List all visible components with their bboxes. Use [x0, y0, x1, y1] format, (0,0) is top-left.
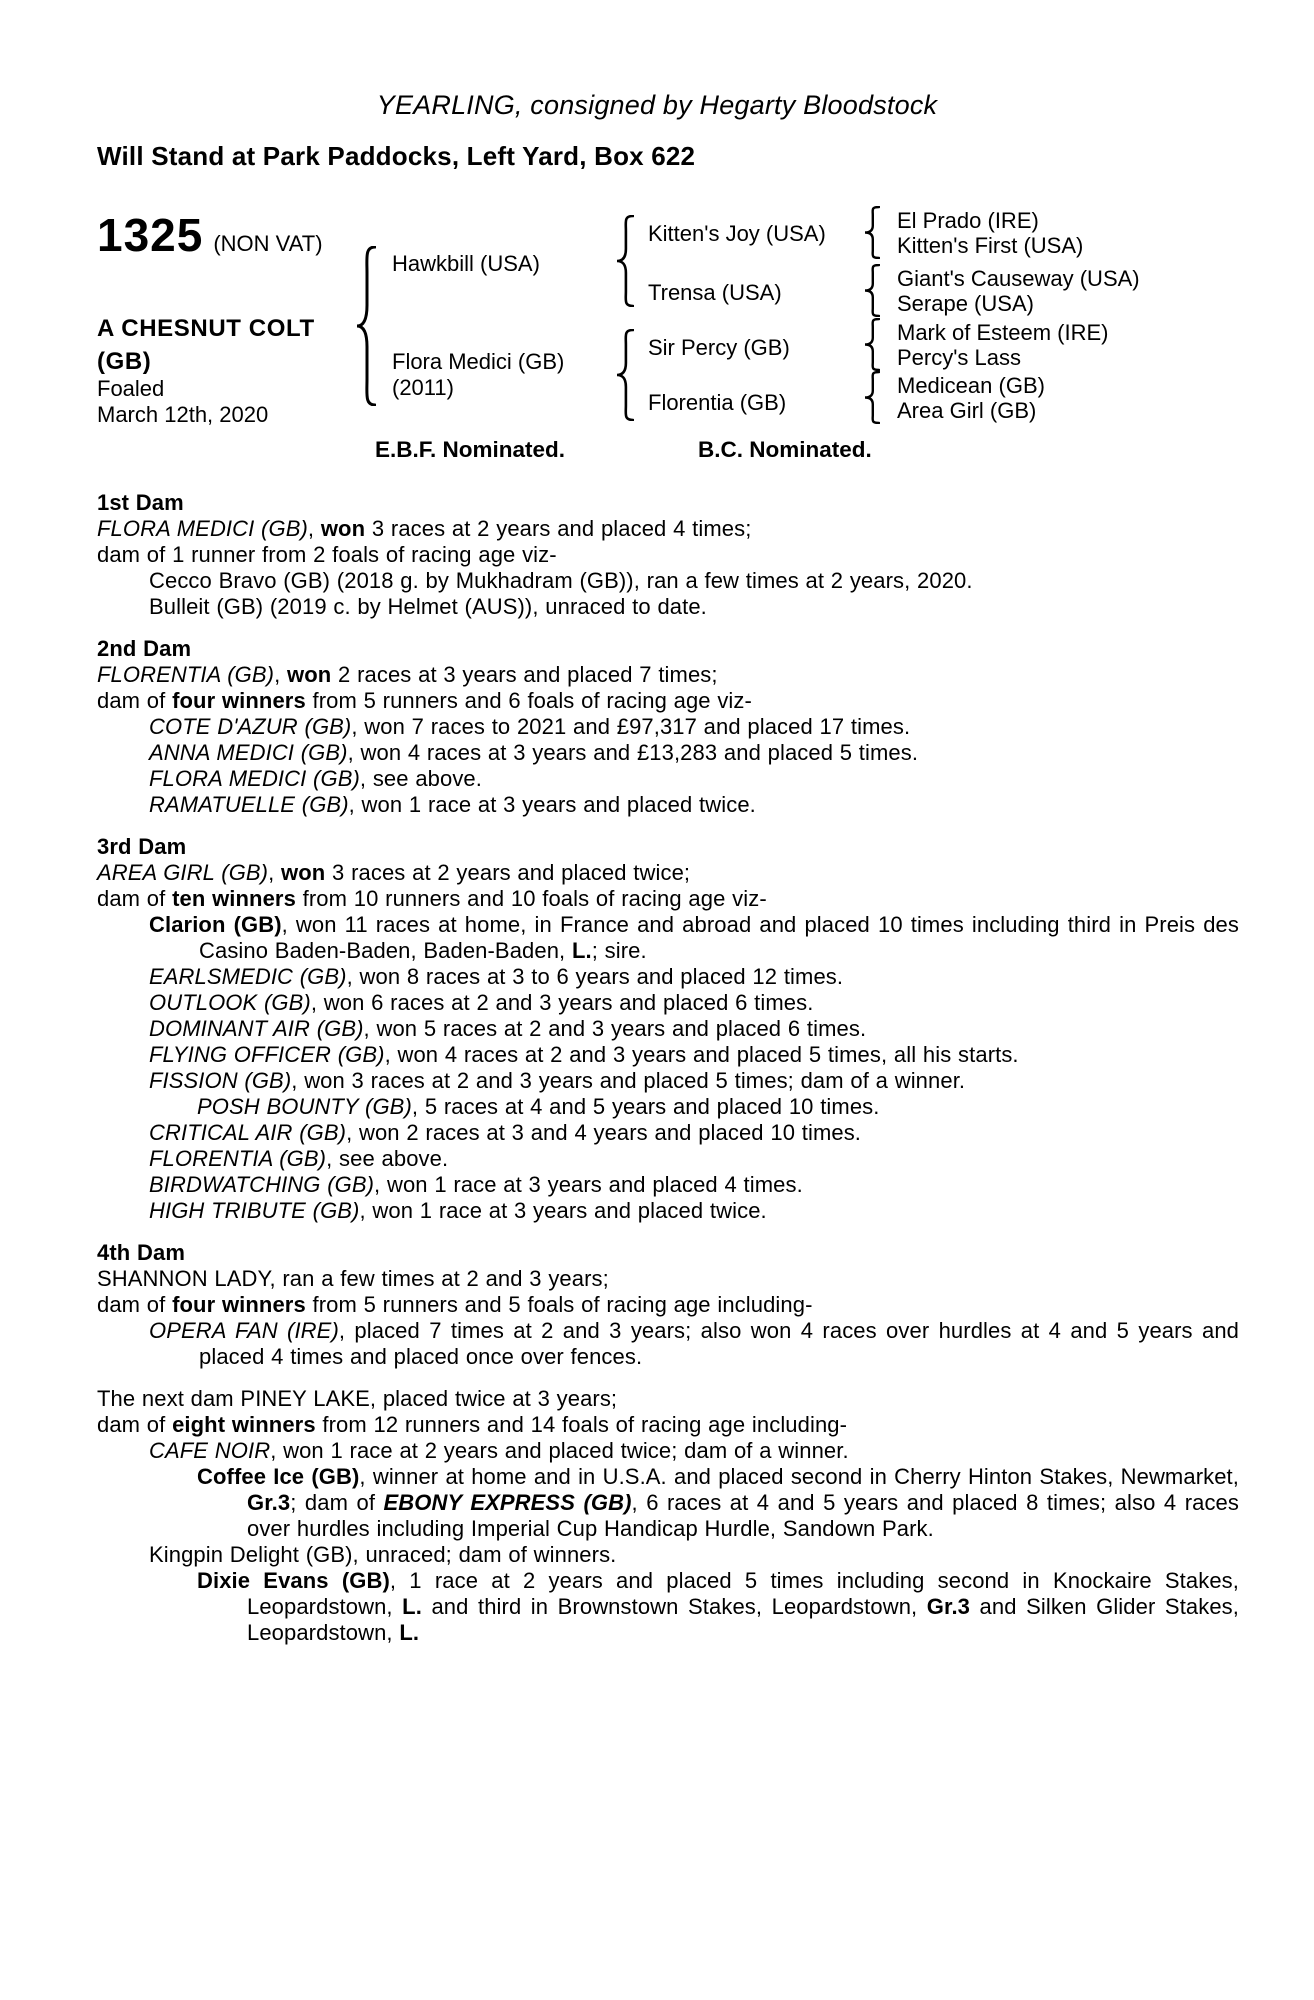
horse-name-line2: (GB)	[97, 348, 152, 375]
dam-section	[97, 834, 1239, 1224]
section-heading: 3rd Dam	[97, 834, 187, 859]
pedigree-line: AREA GIRL (GB), won 3 races at 2 years and placed twice;	[97, 860, 691, 885]
pedigree-line: FLORENTIA (GB), won 2 races at 3 years and placed 7 times;	[97, 662, 718, 687]
pedigree-line: HIGH TRIBUTE (GB), won 1 race at 3 years and placed twice.	[149, 1198, 767, 1223]
pedigree-line: Clarion (GB), won 11 races at home, in France and abroad and placed 10 times including third in Preis des Casino Baden-Baden, Baden-Baden, L.; sire.	[149, 912, 1239, 963]
pedigree-line: DOMINANT AIR (GB), won 5 races at 2 and 3 years and placed 6 times.	[149, 1016, 867, 1041]
pedigree-line: dam of four winners from 5 runners and 5 foals of racing age including-	[97, 1292, 813, 1317]
pedigree-line: FLORA MEDICI (GB), won 3 races at 2 years and placed 4 times;	[97, 516, 752, 541]
pedigree-line: Bulleit (GB) (2019 c. by Helmet (AUS)), unraced to date.	[149, 594, 707, 619]
catalogue-title: YEARLING, consigned by Hegarty Bloodstock	[376, 90, 938, 120]
lot-header	[97, 208, 323, 262]
pedigree-line: FISSION (GB), won 3 races at 2 and 3 years and placed 5 times; dam of a winner.	[149, 1068, 966, 1093]
bc-nominated-label: B.C. Nominated.	[698, 437, 872, 462]
dam-foaling-year: (2011)	[392, 375, 454, 400]
foaled-date: March 12th, 2020	[97, 402, 269, 427]
pedigree-line: BIRDWATCHING (GB), won 1 race at 3 years and placed 4 times.	[149, 1172, 803, 1197]
vat-status: (NON VAT)	[213, 231, 323, 256]
horse-name-line1: A CHESNUT COLT	[97, 315, 315, 342]
section-heading: 1st Dam	[97, 490, 184, 515]
pedigree-line: FLORENTIA (GB), see above.	[149, 1146, 449, 1171]
dam-section	[97, 1240, 1239, 1370]
pedigree-line: dam of eight winners from 12 runners and 14 foals of racing age including-	[97, 1412, 848, 1437]
pedigree-line: Kingpin Delight (GB), unraced; dam of winners.	[149, 1542, 617, 1567]
pedigree-line: FLORA MEDICI (GB), see above.	[149, 766, 482, 791]
pedigree-line: EARLSMEDIC (GB), won 8 races at 3 to 6 years and placed 12 times.	[149, 964, 844, 989]
pedigree-line: dam of four winners from 5 runners and 6 foals of racing age viz-	[97, 688, 752, 713]
pedigree-brace-gen1	[356, 246, 376, 406]
gen3-ancestor-1: El Prado (IRE)	[897, 208, 1039, 233]
dams-sire: Sir Percy (GB)	[648, 335, 790, 360]
gen3-ancestor-4: Serape (USA)	[897, 291, 1034, 316]
pedigree-brace-sire	[616, 215, 634, 307]
dams-dam: Florentia (GB)	[648, 390, 787, 415]
stand-location-line: Will Stand at Park Paddocks, Left Yard, Box 622	[97, 141, 696, 171]
gen3-ancestor-5: Mark of Esteem (IRE)	[897, 320, 1109, 345]
pedigree-line: CAFE NOIR, won 1 race at 2 years and placed twice; dam of a winner.	[149, 1438, 849, 1463]
gen3-ancestor-2: Kitten's First (USA)	[897, 233, 1084, 258]
gen3-ancestor-7: Medicean (GB)	[897, 373, 1045, 398]
pedigree-brace-gen3-2	[864, 264, 880, 317]
ebf-nominated-label: E.B.F. Nominated.	[375, 437, 566, 462]
dam-section	[97, 1386, 1239, 1646]
pedigree-line: OUTLOOK (GB), won 6 races at 2 and 3 years and placed 6 times.	[149, 990, 814, 1015]
foaled-label: Foaled	[97, 376, 165, 401]
pedigree-line: RAMATUELLE (GB), won 1 race at 3 years and placed twice.	[149, 792, 756, 817]
gen3-ancestor-6: Percy's Lass	[897, 345, 1022, 370]
pedigree-line: SHANNON LADY, ran a few times at 2 and 3 years;	[97, 1266, 609, 1291]
sires-dam: Trensa (USA)	[648, 280, 782, 305]
pedigree-line: FLYING OFFICER (GB), won 4 races at 2 and 3 years and placed 5 times, all his starts.	[149, 1042, 1019, 1067]
pedigree-line: CRITICAL AIR (GB), won 2 races at 3 and 4 years and placed 10 times.	[149, 1120, 862, 1145]
pedigree-line: Dixie Evans (GB), 1 race at 2 years and placed 5 times including second in Knockaire Stakes, Leopardstown, L. and third in Brownstown Stakes, Leopardstown, Gr.3 and Silken Glider Stakes, Leopardstown, L.	[197, 1568, 1239, 1645]
dam-name: Flora Medici (GB)	[392, 349, 565, 374]
dam-section	[97, 636, 1239, 818]
pedigree-line: COTE D'AZUR (GB), won 7 races to 2021 and £97,317 and placed 17 times.	[149, 714, 911, 739]
pedigree-line: ANNA MEDICI (GB), won 4 races at 3 years and £13,283 and placed 5 times.	[149, 740, 919, 765]
dam-section	[97, 490, 1239, 620]
pedigree-brace-gen3-4	[864, 371, 880, 424]
pedigree-line: Cecco Bravo (GB) (2018 g. by Mukhadram (GB)), ran a few times at 2 years, 2020.	[149, 568, 973, 593]
pedigree-line: dam of ten winners from 10 runners and 10 foals of racing age viz-	[97, 886, 767, 911]
pedigree-brace-gen3-1	[864, 206, 880, 259]
sires-sire: Kitten's Joy (USA)	[648, 221, 826, 246]
pedigree-line: dam of 1 runner from 2 foals of racing age viz-	[97, 542, 557, 567]
lot-number: 1325	[97, 209, 204, 261]
pedigree-brace-dam	[616, 329, 634, 421]
pedigree-line: Coffee Ice (GB), winner at home and in U.S.A. and placed second in Cherry Hinton Stakes, Newmarket, Gr.3; dam of EBONY EXPRESS (GB), 6 races at 4 and 5 years and placed 8 times; also 4 races over hurdles including Imperial Cup Handicap Hurdle, Sandown Park.	[197, 1464, 1239, 1541]
sire-name: Hawkbill (USA)	[392, 251, 540, 276]
pedigree-brace-gen3-3	[864, 318, 880, 371]
gen3-ancestor-3: Giant's Causeway (USA)	[897, 266, 1140, 291]
section-heading: 2nd Dam	[97, 636, 192, 661]
section-heading: 4th Dam	[97, 1240, 185, 1265]
pedigree-line: POSH BOUNTY (GB), 5 races at 4 and 5 years and placed 10 times.	[197, 1094, 880, 1119]
pedigree-line: OPERA FAN (IRE), placed 7 times at 2 and 3 years; also won 4 races over hurdles at 4 and 5 years and placed 4 times and placed once over fences.	[149, 1318, 1239, 1369]
pedigree-text	[97, 490, 1239, 1646]
pedigree-line: The next dam PINEY LAKE, placed twice at 3 years;	[97, 1386, 618, 1411]
gen3-ancestor-8: Area Girl (GB)	[897, 398, 1037, 423]
